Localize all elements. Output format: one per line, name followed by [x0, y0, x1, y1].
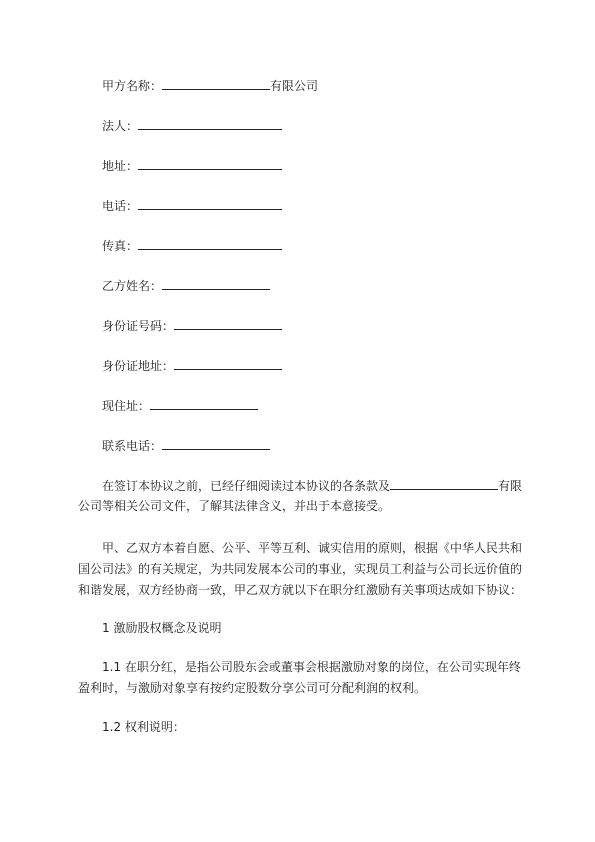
party-a-name-row	[102, 78, 318, 93]
clause-1-1-line-1: 1.1 在职分红，是指公司股东会或董事会根据激励对象的岗位，在公司实现年终	[102, 660, 521, 674]
id-number-blank[interactable]	[174, 318, 282, 330]
party-a-name-label: 甲方名称：	[102, 79, 163, 93]
party-b-name-blank[interactable]	[162, 278, 270, 290]
company-name-blank[interactable]	[390, 478, 498, 490]
section-1-heading: 1 激励股权概念及说明	[102, 621, 222, 635]
address-row	[102, 158, 282, 173]
paragraph-2-line-2: 国公司法》的有关规定，为共同发展本公司的事业，实现员工利益与公司长远价值的	[78, 562, 523, 576]
phone-label: 电话：	[102, 199, 139, 213]
id-address-row	[102, 358, 282, 373]
contact-phone-blank[interactable]	[162, 438, 270, 450]
id-number-label: 身份证号码：	[102, 319, 175, 333]
contact-phone-label: 联系电话：	[102, 439, 163, 453]
paragraph-1-line-1	[102, 478, 522, 493]
fax-row	[102, 238, 282, 253]
address-blank[interactable]	[138, 158, 282, 170]
paragraph-2-line-1: 甲、乙双方本着自愿、公平、平等互利、诚实信用的原则，根据《中华人民共和	[102, 541, 523, 555]
legal-person-row	[102, 118, 282, 133]
id-address-blank[interactable]	[174, 358, 282, 370]
current-address-row	[102, 398, 258, 413]
party-a-name-blank[interactable]	[162, 78, 270, 90]
paragraph-1-text-c: 公司等相关公司文件，了解其法律含义，并出于本意接受。	[78, 499, 391, 513]
clause-1-1-line-2: 盈利时，与激励对象享有按约定股数分享公司可分配利润的权利。	[78, 681, 427, 695]
paragraph-1-text-a: 在签订本协议之前，已经仔细阅读过本协议的各条款及	[102, 479, 391, 493]
address-label: 地址：	[102, 159, 139, 173]
id-number-row	[102, 318, 282, 333]
party-a-name-suffix: 有限公司	[270, 79, 319, 93]
phone-blank[interactable]	[138, 198, 282, 210]
fax-blank[interactable]	[138, 238, 282, 250]
party-b-name-row	[102, 278, 270, 293]
legal-person-label: 法人：	[102, 119, 139, 133]
contact-phone-row	[102, 438, 270, 453]
phone-row	[102, 198, 282, 213]
fax-label: 传真：	[102, 239, 139, 253]
clause-1-2-heading: 1.2 权利说明：	[102, 720, 185, 734]
party-b-name-label: 乙方姓名：	[102, 279, 163, 293]
id-address-label: 身份证地址：	[102, 359, 175, 373]
current-address-blank[interactable]	[150, 398, 258, 410]
paragraph-1-line-2	[78, 499, 390, 513]
current-address-label: 现住址：	[102, 399, 151, 413]
paragraph-2-line-3: 和谐发展，双方经协商一致，甲乙双方就以下在职分红激励有关事项达成如下协议：	[78, 583, 523, 597]
legal-person-blank[interactable]	[138, 118, 282, 130]
paragraph-1-text-b: 有限	[498, 479, 523, 493]
